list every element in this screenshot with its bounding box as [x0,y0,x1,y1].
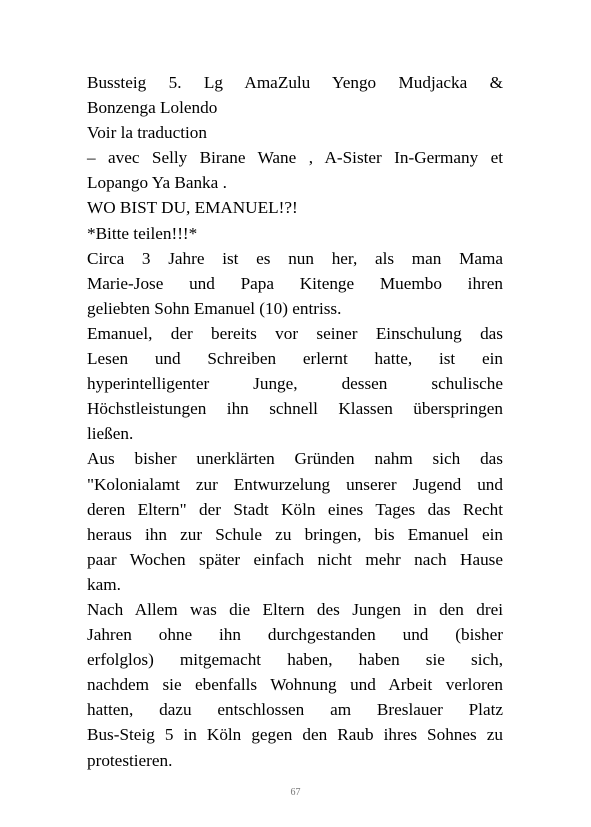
text-line: ließen. [87,424,134,444]
translate-link[interactable] [87,120,503,145]
text-line: Marie-Jose und Papa Kitenge Muembo ihren [87,273,503,293]
text-line: Höchstleistungen ihn schnell Klassen überspringen [87,399,503,419]
text-line: Emanuel, der bereits vor seiner Einschulung das [87,323,503,343]
paragraph [87,597,503,773]
share-note-text: *Bitte teilen!!!* [87,223,198,243]
document-body [87,70,503,773]
headline [87,195,503,220]
paragraph [87,246,503,321]
text-line: Bus-Steig 5 in Köln gegen den Raub ihres Sohnes zu [87,725,503,745]
text-line: paar Wochen später einfach nicht mehr nach Hause [87,549,503,569]
headline-text: WO BIST DU, EMANUEL!?! [87,198,298,218]
text-line: Aus bisher unerklärten Gründen nahm sich das [87,449,503,469]
text-line: hatten, dazu entschlossen am Breslauer Platz [87,700,503,720]
post-header [87,70,503,120]
post-header-line: Bussteig 5. Lg AmaZulu Yengo Mudjacka & [87,73,503,92]
text-line: protestieren. [87,750,173,770]
text-line: Nach Allem was die Eltern des Jungen in den drei [87,599,503,619]
paragraph [87,446,503,597]
text-line: "Kolonialamt zur Entwurzelung unserer Jugend und [87,474,503,494]
share-note [87,221,503,246]
tagged-people-line: Lopango Ya Banka . [87,173,227,193]
text-line: heraus ihn zur Schule zu bringen, bis Emanuel ein [87,524,503,544]
tagged-people [87,145,503,195]
text-line: deren Eltern" der Stadt Köln eines Tages das Recht [87,499,503,519]
page-number: 67 [290,787,301,798]
text-line: Lesen und Schreiben erlernt hatte, ist ein [87,349,503,369]
text-line: Jahren ohne ihn durchgestanden und (bisher [87,625,503,645]
text-line: Circa 3 Jahre ist es nun her, als man Mama [87,248,503,268]
text-line: nachdem sie ebenfalls Wohnung und Arbeit verloren [87,675,503,695]
translate-link-text[interactable]: Voir la traduction [87,123,207,143]
tagged-people-line: – avec Selly Birane Wane , A-Sister In-Germany et [87,148,503,168]
text-line: kam. [87,574,121,594]
text-line: hyperintelligenter Junge, dessen schulische [87,374,503,394]
post-header-line: Bonzenga Lolendo [87,98,218,118]
text-line: geliebten Sohn Emanuel (10) entriss. [87,298,342,318]
paragraph [87,321,503,446]
text-line: erfolglos) mitgemacht haben, haben sie sich, [87,650,503,670]
